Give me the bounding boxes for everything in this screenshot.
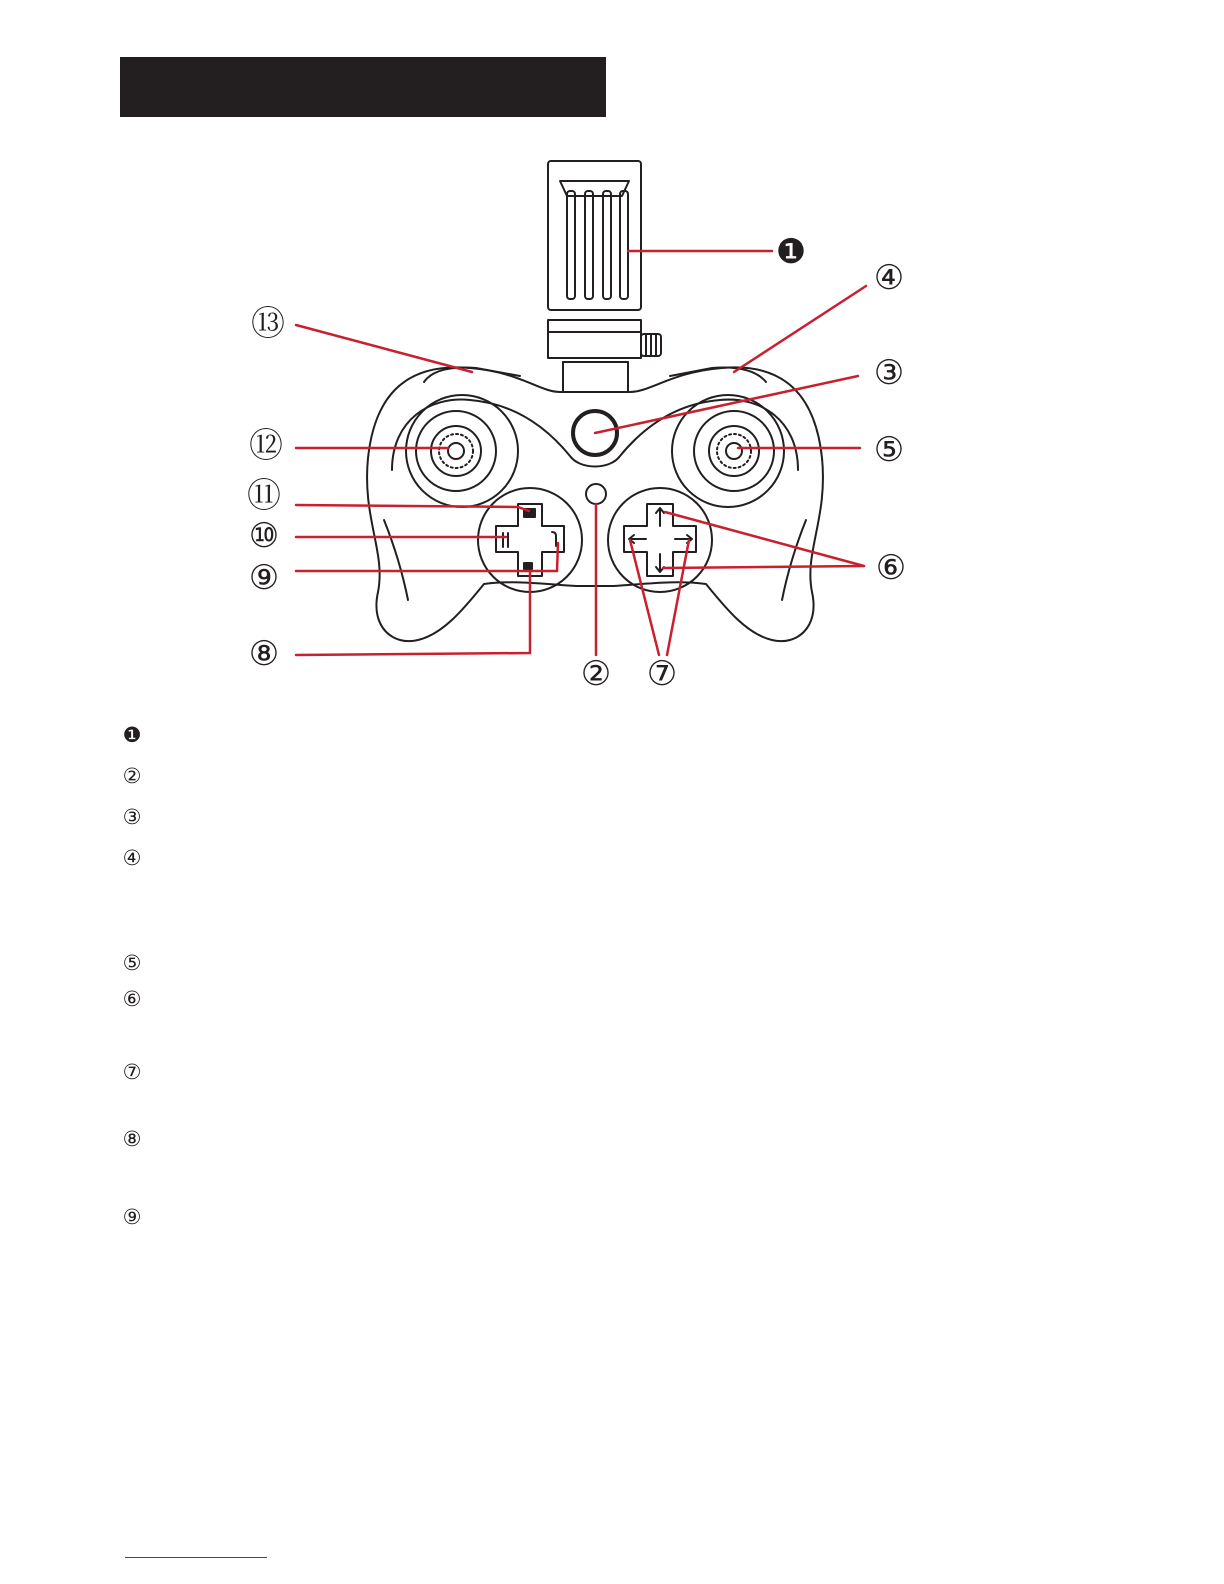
- leader-line-7a: [630, 540, 659, 655]
- leader-line-7b: [667, 540, 689, 655]
- callout-9: ⑨: [248, 558, 280, 598]
- callout-12: ⑫: [249, 426, 283, 466]
- legend-marker-1: ❶: [122, 723, 142, 747]
- legend-marker-5: ⑤: [122, 951, 142, 975]
- callout-11: ⑪: [247, 476, 281, 516]
- callout-8: ⑧: [248, 634, 280, 674]
- leader-line-8: [296, 572, 530, 655]
- callout-4: ④: [873, 258, 905, 298]
- legend-marker-6: ⑥: [122, 987, 142, 1011]
- legend-marker-3: ③: [122, 805, 142, 829]
- legend-marker-4: ④: [122, 846, 142, 870]
- callout-7: ⑦: [646, 654, 678, 694]
- callout-1: ❶: [775, 232, 807, 272]
- left-joystick: [406, 395, 518, 507]
- legend-marker-2: ②: [122, 764, 142, 788]
- leader-line-6b: [663, 566, 864, 568]
- controller-diagram: [0, 0, 1224, 720]
- callout-10: ⑩: [248, 516, 280, 556]
- leader-line-4: [734, 286, 866, 372]
- leader-line-6a: [665, 512, 864, 566]
- leader-line-11: [296, 505, 529, 511]
- legend-marker-7: ⑦: [122, 1060, 142, 1084]
- phone-holder: [548, 161, 661, 392]
- indicator-light: [586, 484, 606, 504]
- leader-line-3: [595, 376, 858, 433]
- callout-6: ⑥: [875, 548, 907, 588]
- callout-3: ③: [873, 353, 905, 393]
- callout-13: ⑬: [251, 304, 285, 344]
- callout-5: ⑤: [873, 430, 905, 470]
- footer-rule: [125, 1557, 267, 1558]
- leader-line-13: [296, 325, 472, 372]
- legend-marker-8: ⑧: [122, 1127, 142, 1151]
- direction-pad: [608, 488, 712, 592]
- callout-2: ②: [580, 654, 612, 694]
- legend-marker-9: ⑨: [122, 1205, 142, 1229]
